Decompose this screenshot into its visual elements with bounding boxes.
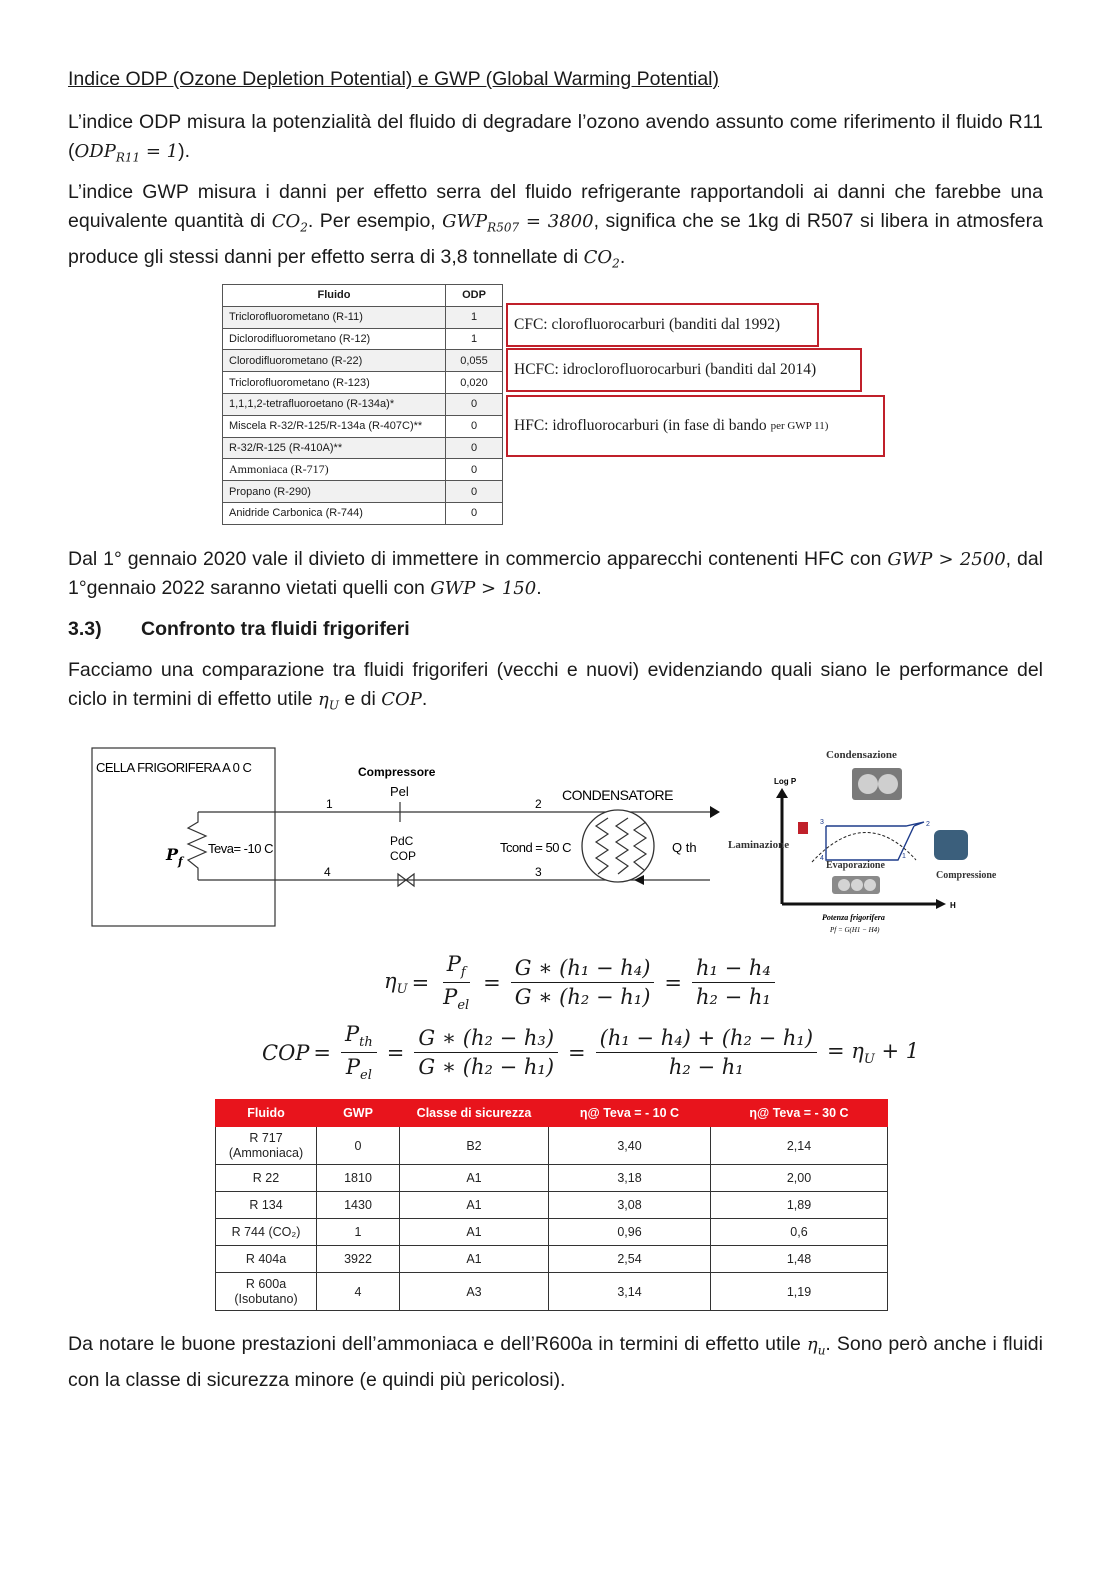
cell: 0,96 bbox=[549, 1219, 711, 1246]
comparison-table bbox=[215, 1099, 888, 1311]
cycle-point-2: 2 bbox=[926, 821, 930, 828]
teva-label: Teva= -10 C bbox=[208, 841, 273, 856]
table-row bbox=[223, 372, 503, 394]
qth-label: Q th bbox=[672, 840, 697, 855]
cell: R 134 bbox=[216, 1192, 317, 1219]
cell: 3,14 bbox=[549, 1273, 711, 1311]
table-row bbox=[223, 481, 503, 503]
cell: R 717 (Ammoniaca) bbox=[216, 1127, 317, 1165]
cell: 1430 bbox=[317, 1192, 400, 1219]
cell-odp: 0 bbox=[446, 437, 503, 459]
cell-odp: 0 bbox=[446, 459, 503, 481]
header-fluido: Fluido bbox=[216, 1100, 317, 1127]
cell: 0 bbox=[317, 1127, 400, 1165]
cell-fluido: Diclorodifluorometano (R-12) bbox=[223, 328, 446, 350]
cell: R 600a (Isobutano) bbox=[216, 1273, 317, 1311]
cell: 1,48 bbox=[711, 1246, 888, 1273]
header-fluido: Fluido bbox=[223, 285, 446, 307]
cycle-point-3: 3 bbox=[820, 819, 824, 826]
hcfc-label: HCFC: idroclorofluorocarburi (banditi dal 2014) bbox=[514, 361, 817, 378]
cfc-label: CFC: clorofluorocarburi (banditi dal 1992) bbox=[514, 316, 781, 333]
cell-odp: 0 bbox=[446, 393, 503, 415]
cell: 2,14 bbox=[711, 1127, 888, 1165]
cell-fluido: Miscela R-32/R-125/R-134a (R-407C)** bbox=[223, 415, 446, 437]
pf-label: $P_f$ bbox=[166, 845, 183, 868]
header-gwp: GWP bbox=[317, 1100, 400, 1127]
cell: 0,6 bbox=[711, 1219, 888, 1246]
expansion-valve-icon bbox=[798, 822, 808, 834]
cell: 1,19 bbox=[711, 1273, 888, 1311]
hfc-label: HFC: idrofluorocarburi (in fase di bando bbox=[514, 417, 767, 434]
paragraph-confronto: Facciamo una comparazione tra fluidi frigoriferi (vecchi e nuovi) evidenziando quali siano le performance del ciclo in termini di effetto utile $\eta_U$ e di COP. bbox=[68, 659, 1043, 713]
cell: 2,54 bbox=[549, 1246, 711, 1273]
table-row bbox=[223, 459, 503, 481]
cell: B2 bbox=[400, 1127, 549, 1165]
cell: A1 bbox=[400, 1219, 549, 1246]
paragraph-final: Da notare le buone prestazioni dell’ammoniaca e dell’R600a in termini di effetto utile $\eta_u$. Sono però anche i fluidi con la classe di sicurezza minore (e quindi più pericolosi). bbox=[68, 1333, 1043, 1391]
cell-fluido: Anidride Carbonica (R-744) bbox=[223, 502, 446, 524]
table-header-row bbox=[223, 285, 503, 307]
header-classe: Classe di sicurezza bbox=[400, 1100, 549, 1127]
pdc-label: PdC bbox=[390, 834, 414, 848]
cell: 3922 bbox=[317, 1246, 400, 1273]
logp-label: Log P bbox=[774, 777, 797, 786]
node-1: 1 bbox=[326, 797, 333, 811]
cell: R 404a bbox=[216, 1246, 317, 1273]
table-row bbox=[216, 1273, 888, 1311]
cell: 3,18 bbox=[549, 1165, 711, 1192]
node-3: 3 bbox=[535, 865, 542, 879]
ph-cycle-diagram bbox=[726, 744, 1026, 940]
formula-eta: $\eta_U$ = $\frac{P_f}{P_{el}}$ = $\frac{\text{G ∗ (h₁ − h₄)}}{\text{G ∗ (h₂ − h₁)}}$ = $\frac{\text{h₁ − h₄}}{\text{h₂ − h₁}}$ bbox=[384, 952, 781, 1013]
condensazione-label: Condensazione bbox=[826, 749, 897, 761]
cell-odp: 1 bbox=[446, 306, 503, 328]
table-row bbox=[223, 502, 503, 524]
subsection-number: 3.3) bbox=[68, 618, 102, 640]
cell-fluido: Ammoniaca (R-717) bbox=[223, 459, 446, 481]
paragraph-gwp: L’indice GWP misura i danni per effetto serra del fluido refrigerante rapportandoli ai danni che farebbe una equivalente quantità di $CO_2$. Per esempio, $GWP_{R507} = 3800$, significa che se 1kg di R507 si libera in atmosfera produce gli stessi danni per effetto serra di 3,8 tonnellate di $CO_2$. bbox=[68, 181, 1043, 271]
cell: 1 bbox=[317, 1219, 400, 1246]
compressor-unit-icon bbox=[934, 830, 968, 860]
potenza-frigorifera-label: Potenza frigorifera bbox=[822, 913, 885, 922]
cell: A3 bbox=[400, 1273, 549, 1311]
header-odp: ODP bbox=[446, 285, 503, 307]
cycle-point-1: 1 bbox=[902, 853, 906, 860]
refrigeration-schematic bbox=[88, 742, 728, 932]
cell-odp: 0,055 bbox=[446, 350, 503, 372]
node-4: 4 bbox=[324, 865, 331, 879]
cell-label: CELLA FRIGORIFERA A 0 C bbox=[96, 760, 252, 775]
section-heading: Indice ODP (Ozone Depletion Potential) e GWP (Global Warming Potential) bbox=[68, 68, 720, 90]
odp-table bbox=[222, 284, 503, 525]
cell: R 22 bbox=[216, 1165, 317, 1192]
cop-label: COP bbox=[390, 849, 417, 863]
cell: 4 bbox=[317, 1273, 400, 1311]
table-row bbox=[223, 328, 503, 350]
table-row bbox=[216, 1246, 888, 1273]
header-eta-30: η@ Teva = - 30 C bbox=[711, 1100, 888, 1127]
table-row bbox=[223, 415, 503, 437]
cell-fluido: R-32/R-125 (R-410A)** bbox=[223, 437, 446, 459]
potenza-formula: Pf = G(H1 − H4) bbox=[830, 926, 880, 934]
table-row bbox=[223, 350, 503, 372]
table-row bbox=[216, 1127, 888, 1165]
hcfc-label-box bbox=[506, 348, 862, 392]
cfc-label-box bbox=[506, 303, 819, 347]
hfc-label-tail: per GWP 11) bbox=[770, 420, 829, 432]
table-row bbox=[223, 306, 503, 328]
h-axis-label: H bbox=[950, 901, 956, 910]
table-row bbox=[216, 1165, 888, 1192]
compressione-label: Compressione bbox=[936, 870, 997, 881]
cell: 3,08 bbox=[549, 1192, 711, 1219]
cell-odp: 1 bbox=[446, 328, 503, 350]
condensatore-label: CONDENSATORE bbox=[562, 787, 673, 803]
cycle-point-4: 4 bbox=[820, 855, 824, 862]
cell-fluido: 1,1,1,2-tetrafluoroetano (R-134a)* bbox=[223, 393, 446, 415]
cell-fluido: Clorodifluorometano (R-22) bbox=[223, 350, 446, 372]
subsection-title: Confronto tra fluidi frigoriferi bbox=[141, 618, 410, 640]
cell: A1 bbox=[400, 1246, 549, 1273]
table-row bbox=[216, 1219, 888, 1246]
condenser-icon bbox=[582, 810, 654, 882]
table-row bbox=[223, 437, 503, 459]
paragraph-divieto: Dal 1° gennaio 2020 vale il divieto di immettere in commercio apparecchi contenenti HFC con GWP > 2500, dal 1°gennaio 2022 saranno vietati quelli con GWP > 150. bbox=[68, 548, 1044, 599]
cell: A1 bbox=[400, 1165, 549, 1192]
cell: 2,00 bbox=[711, 1165, 888, 1192]
cell-odp: 0,020 bbox=[446, 372, 503, 394]
cell-fluido: Triclorofluorometano (R-11) bbox=[223, 306, 446, 328]
cell: A1 bbox=[400, 1192, 549, 1219]
paragraph-odp: L’indice ODP misura la potenzialità del fluido di degradare l’ozono avendo assunto come riferimento il fluido R11 $(ODP_{R11} = 1)$. bbox=[68, 111, 1043, 165]
cell-odp: 0 bbox=[446, 415, 503, 437]
laminazione-label: Laminazione bbox=[728, 839, 790, 851]
table-row bbox=[223, 393, 503, 415]
table-row bbox=[216, 1192, 888, 1219]
compressore-label: Compressore bbox=[358, 765, 436, 779]
formula-cop: COP = $\frac{P_{th}}{P_{el}}$ = $\frac{\text{G ∗ (h₂ − h₃)}}{\text{G ∗ (h₂ − h₁)}}$ = $\frac{\text{(h₁ − h₄) + (h₂ − h₁)}}{\text{h₂ − h₁}}$ = $\eta_U + 1$ bbox=[262, 1022, 920, 1084]
pel-label: Pel bbox=[390, 784, 409, 799]
cell: 1810 bbox=[317, 1165, 400, 1192]
hfc-label-box bbox=[506, 395, 885, 457]
subsection-heading bbox=[68, 618, 410, 641]
cell-fluido: Triclorofluorometano (R-123) bbox=[223, 372, 446, 394]
tcond-label: Tcond = 50 C bbox=[500, 840, 571, 855]
cell-odp: 0 bbox=[446, 481, 503, 503]
header-eta-10: η@ Teva = - 10 C bbox=[549, 1100, 711, 1127]
cell-odp: 0 bbox=[446, 502, 503, 524]
cell: R 744 (CO₂) bbox=[216, 1219, 317, 1246]
cell-fluido: Propano (R-290) bbox=[223, 481, 446, 503]
cell: 1,89 bbox=[711, 1192, 888, 1219]
cell: 3,40 bbox=[549, 1127, 711, 1165]
evaporazione-label: Evaporazione bbox=[826, 860, 885, 871]
table-header-row bbox=[216, 1100, 888, 1127]
node-2: 2 bbox=[535, 797, 542, 811]
